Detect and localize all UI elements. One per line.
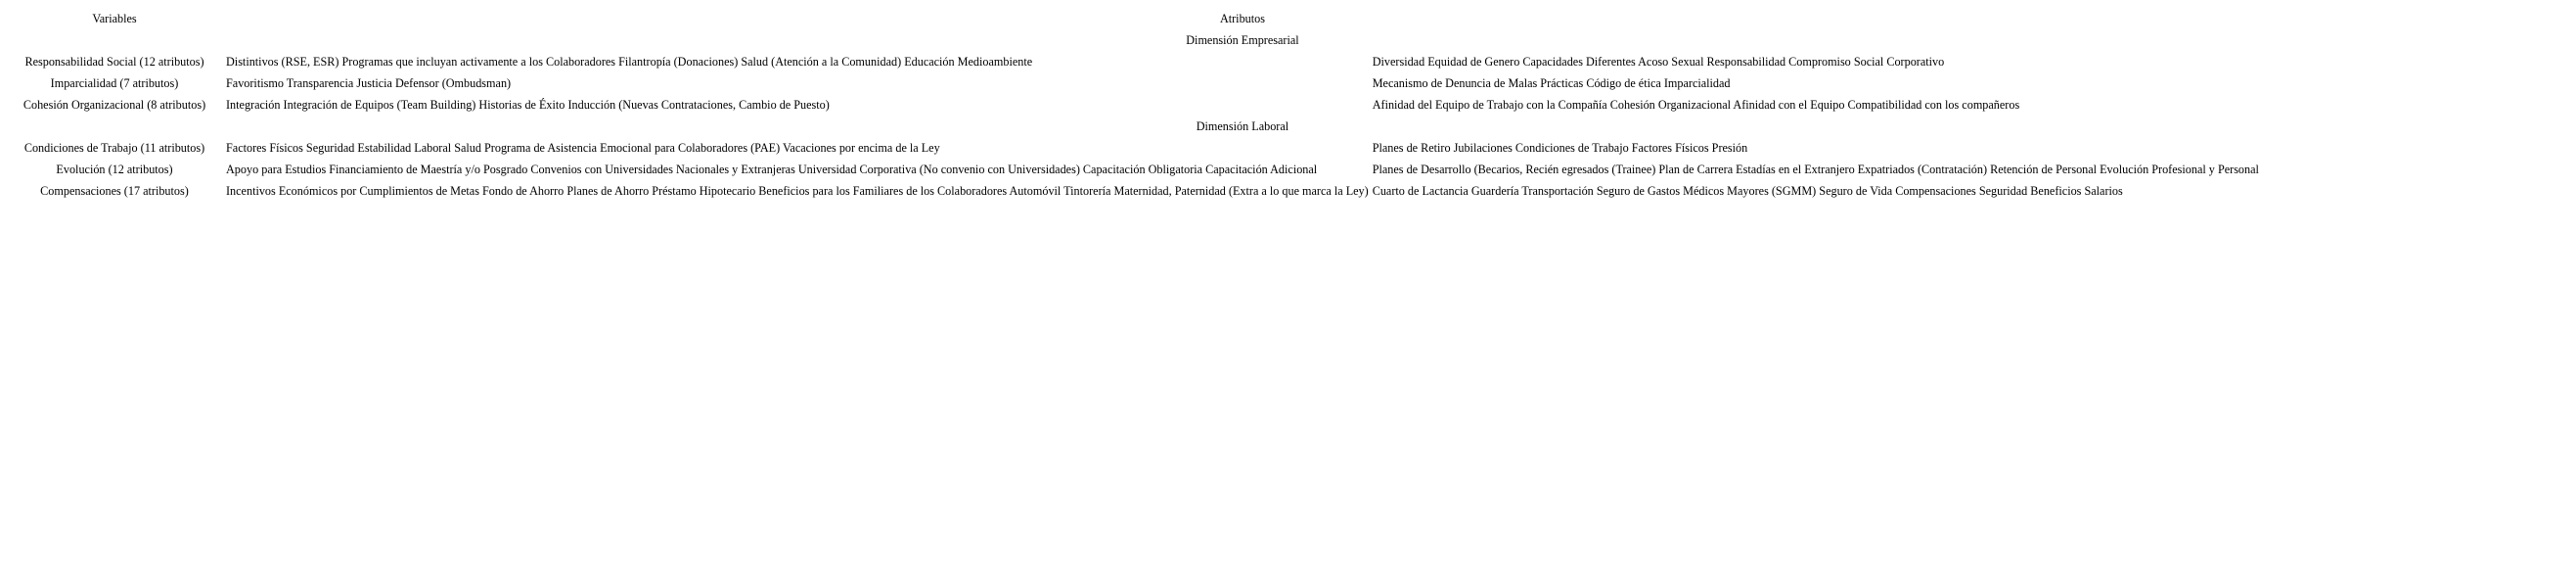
dimension-row	[6, 117, 2260, 135]
column-header-variables: Variables	[92, 12, 137, 25]
variable-name: Responsabilidad Social (12 atributos)	[24, 55, 204, 69]
variable-name: Condiciones de Trabajo (11 atributos)	[23, 141, 205, 155]
attributes-right: Planes de Retiro Jubilaciones Condiciones de Trabajo Factores Físicos Presión	[1372, 141, 1748, 155]
attributes-right: Planes de Desarrollo (Becarios, Recién egresados (Trainee) Plan de Carrera Estadías en el Extranjero Expatriados (Contratación) Retención de Personal Evolución Profesional y Personal	[1372, 163, 2259, 176]
dimension-title-laboral: Dimensión Laboral	[1196, 119, 1289, 133]
attributes-left: Integración Integración de Equipos (Team Building) Historias de Éxito Inducción (Nuevas Contrataciones, Cambio de Puesto)	[226, 98, 830, 112]
attributes-left: Favoritismo Transparencia Justicia Defensor (Ombudsman)	[226, 76, 512, 90]
attributes-right: Afinidad del Equipo de Trabajo con la Compañía Cohesión Organizacional Afinidad con el Equipo Compatibilidad con los compañeros	[1372, 98, 2020, 112]
attributes-left: Distintivos (RSE, ESR) Programas que incluyan activamente a los Colaboradores Filantropía (Donaciones) Salud (Atención a la Comunidad) Educación Medioambiente	[226, 55, 1033, 69]
attributes-left: Incentivos Económicos por Cumplimientos de Metas Fondo de Ahorro Planes de Ahorro Préstamo Hipotecario Beneficios para los Familiares de los Colaboradores Automóvil Tintorería Maternidad, Paternidad (Extra a lo que marca la Ley)	[226, 184, 1369, 198]
table-header-row	[6, 10, 2260, 27]
table-row	[6, 96, 2260, 114]
table-row	[6, 182, 2260, 200]
variable-name: Cohesión Organizacional (8 atributos)	[23, 98, 206, 112]
attributes-left: Factores Físicos Seguridad Estabilidad Laboral Salud Programa de Asistencia Emocional para Colaboradores (PAE) Vacaciones por encima de la Ley	[226, 141, 940, 155]
attributes-table	[4, 6, 2262, 204]
column-header-attributes: Atributos	[1219, 12, 1265, 25]
variable-name: Compensaciones (17 atributos)	[40, 184, 189, 198]
table-row	[6, 161, 2260, 178]
variable-name: Evolución (12 atributos)	[56, 163, 173, 176]
dimension-spacer	[6, 117, 223, 135]
variable-name: Imparcialidad (7 atributos)	[50, 76, 179, 90]
attributes-right: Mecanismo de Denuncia de Malas Prácticas Código de ética Imparcialidad	[1372, 76, 1731, 90]
dimension-title-empresarial: Dimensión Empresarial	[1186, 33, 1299, 47]
attributes-right: Diversidad Equidad de Genero Capacidades Diferentes Acoso Sexual Responsabilidad Compromiso Social Corporativo	[1372, 55, 1945, 69]
attributes-right: Cuarto de Lactancia Guardería Transportación Seguro de Gastos Médicos Mayores (SGMM) Seguro de Vida Compensaciones Seguridad Beneficios Salarios	[1372, 184, 2123, 198]
dimension-spacer	[6, 31, 223, 49]
dimension-row	[6, 31, 2260, 49]
table-row	[6, 53, 2260, 70]
attributes-left: Apoyo para Estudios Financiamiento de Maestría y/o Posgrado Convenios con Universidades Nacionales y Extranjeras Universidad Corporativa (No convenio con Universidades) Capacitación Obligatoria Capacitación Adicional	[226, 163, 1318, 176]
table-row	[6, 139, 2260, 157]
table-row	[6, 74, 2260, 92]
